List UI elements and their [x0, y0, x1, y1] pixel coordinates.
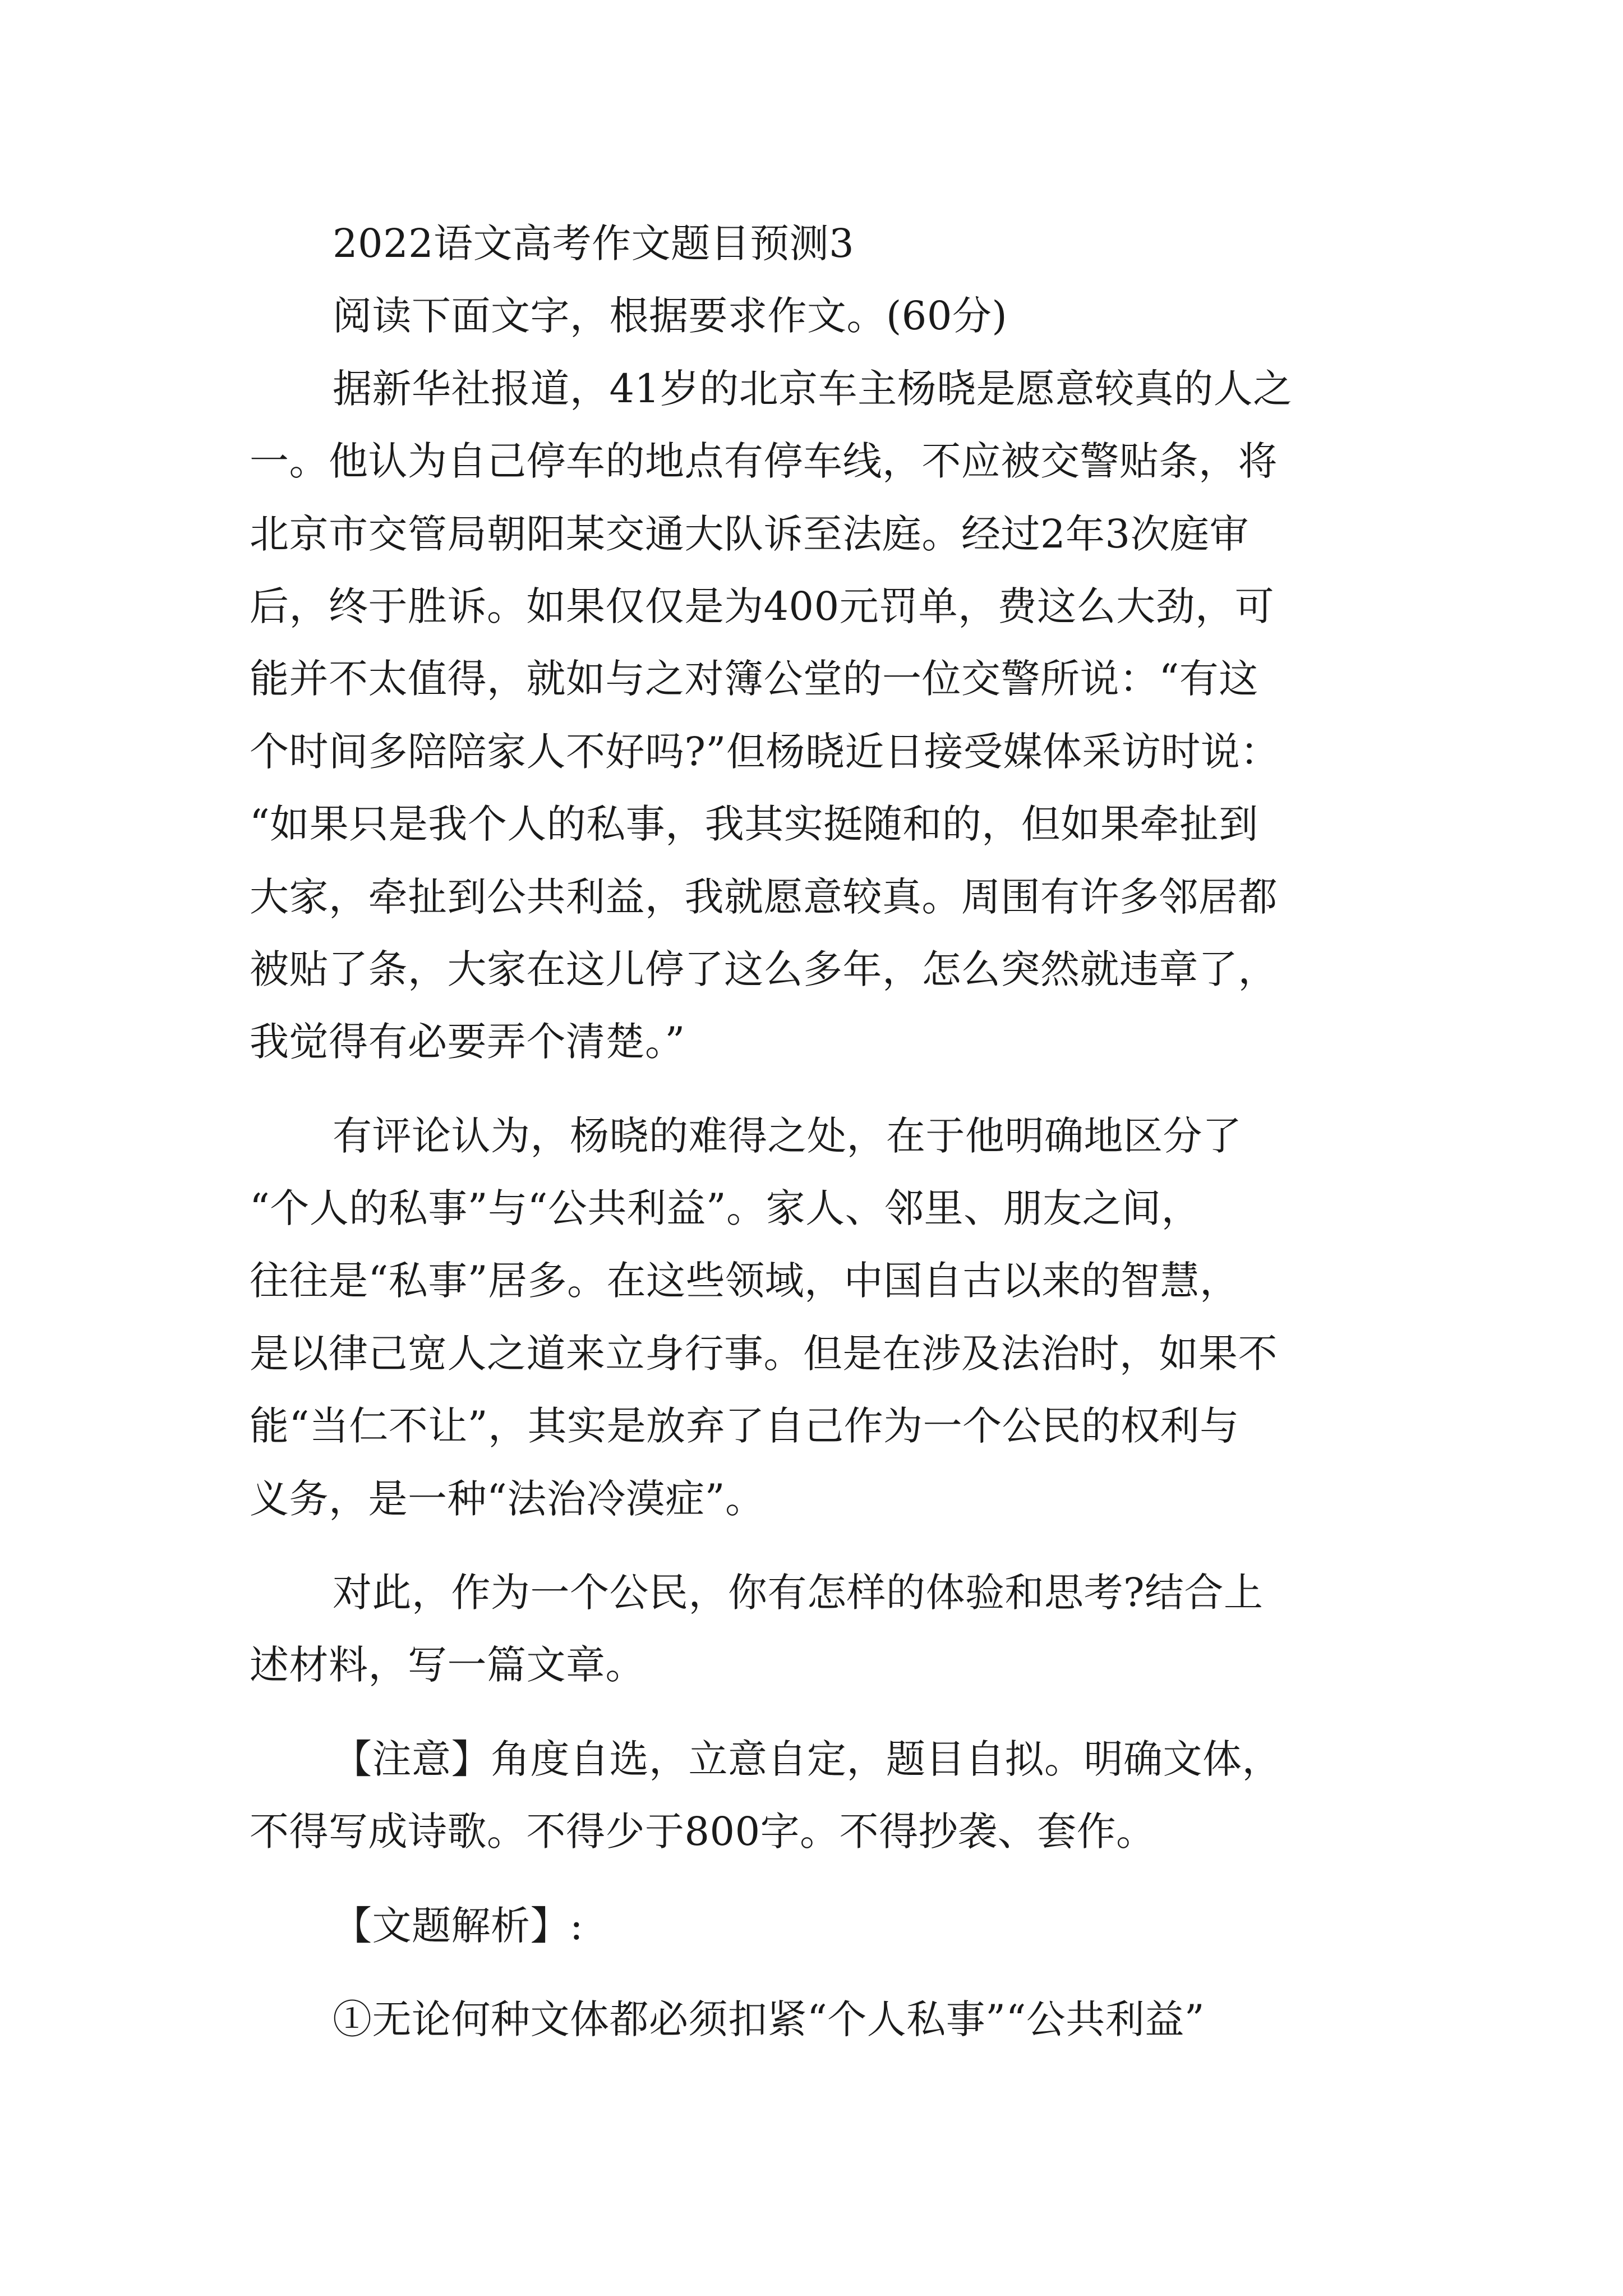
paragraph-line: “个人的私事”与“公共利益”。家人、邻里、朋友之间， — [250, 1185, 1201, 1232]
paragraph-line: 我觉得有必要弄个清楚。” — [250, 1019, 685, 1065]
document-title: 2022语文高考作文题目预测3 — [333, 220, 855, 266]
analysis-point: ①无论何种文体都必须扣紧“个人私事”“公共利益” — [333, 1996, 1205, 2042]
paragraph-line: 有评论认为，杨晓的难得之处，在于他明确地区分了 — [333, 1112, 1242, 1159]
paragraph-line: 一。他认为自己停车的地点有停车线，不应被交警贴条，将 — [250, 438, 1278, 485]
paragraph-line: 后，终于胜诉。如果仅仅是为400元罚单，费这么大劲，可 — [250, 583, 1275, 629]
paragraph-commentary — [250, 1100, 1377, 1535]
paragraph-line: 对此，作为一个公民，你有怎样的体验和思考?结合上 — [333, 1570, 1264, 1616]
paragraph-line: 是以律己宽人之道来立身行事。但是在涉及法治时，如果不 — [250, 1330, 1278, 1377]
instruction-line: 阅读下面文字，根据要求作文。(60分) — [333, 293, 1008, 339]
paragraph-notice — [250, 1723, 1377, 1869]
paragraph-line: 大家，牵扯到公共利益，我就愿意较真。周围有许多邻居都 — [250, 873, 1278, 920]
document-body — [250, 208, 1377, 2056]
paragraph-prompt — [250, 1557, 1377, 1702]
paragraph-line: 义务，是一种“法治冷漠症”。 — [250, 1475, 765, 1522]
paragraph-line: “如果只是我个人的私事，我其实挺随和的，但如果牵扯到 — [250, 801, 1258, 848]
paragraph-line: 北京市交管局朝阳某交通大队诉至法庭。经过2年3次庭审 — [250, 510, 1249, 557]
paragraph-news-report — [250, 353, 1377, 1079]
paragraph-line: 能并不太值得，就如与之对簿公堂的一位交警所说：“有这 — [250, 656, 1258, 702]
paragraph-line: 往往是“私事”居多。在这些领域，中国自古以来的智慧， — [250, 1258, 1239, 1304]
analysis-heading: 【文题解析】: — [333, 1902, 584, 1949]
paragraph-line: 述材料，写一篇文章。 — [250, 1642, 645, 1688]
paragraph-line: 据新华社报道，41岁的北京车主杨晓是愿意较真的人之 — [333, 365, 1293, 412]
paragraph-line: 能“当仁不让”，其实是放弃了自己作为一个公民的权利与 — [250, 1403, 1239, 1450]
paragraph-line: 【注意】角度自选，立意自定，题目自拟。明确文体， — [333, 1736, 1281, 1782]
paragraph-line: 被贴了条，大家在这儿停了这么多年，怎么突然就违章了， — [250, 946, 1278, 992]
paragraph-line: 不得写成诗歌。不得少于800字。不得抄袭、套作。 — [250, 1809, 1156, 1855]
paragraph-line: 个时间多陪陪家人不好吗?”但杨晓近日接受媒体采访时说： — [250, 728, 1280, 775]
